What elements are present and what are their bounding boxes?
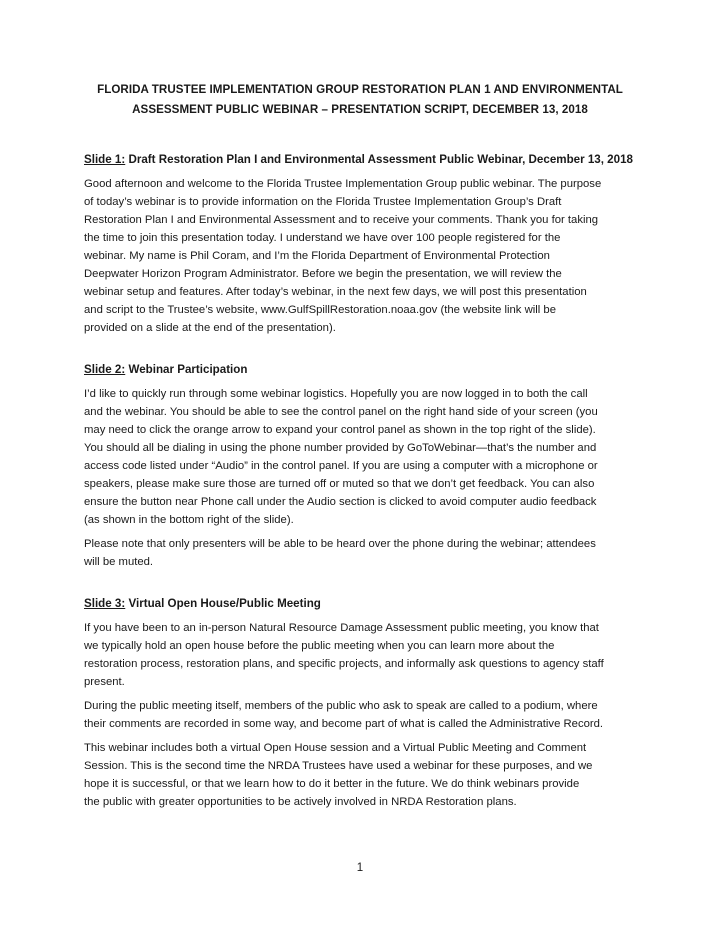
paragraph-line: During the public meeting itself, members of the public who ask to speak are called to a podium, where bbox=[84, 700, 598, 712]
paragraph-line: the time to join this presentation today. I understand we have over 100 people registered for the bbox=[84, 232, 561, 244]
paragraph-line: may need to click the orange arrow to expand your control panel as shown in the top right of the slide). bbox=[84, 424, 596, 436]
section-spacer bbox=[84, 571, 644, 595]
paragraph-line: webinar. My name is Phil Coram, and I’m the Florida Department of Environmental Protection bbox=[84, 250, 550, 262]
paragraph-line: provided on a slide at the end of the presentation). bbox=[84, 322, 336, 334]
paragraph-line: Session. This is the second time the NRDA Trustees have used a webinar for these purposes, and we bbox=[84, 760, 593, 772]
slide-section bbox=[84, 595, 644, 811]
section-heading-text: Webinar Participation bbox=[125, 363, 248, 376]
section-heading bbox=[84, 595, 644, 613]
paragraph-line: the public with greater opportunities to be actively involved in NRDA Restoration plans. bbox=[84, 796, 517, 808]
paragraph-line: If you have been to an in-person Natural Resource Damage Assessment public meeting, you know that bbox=[84, 622, 599, 634]
paragraph bbox=[84, 697, 644, 733]
paragraph bbox=[84, 175, 644, 337]
paragraph bbox=[84, 385, 644, 529]
paragraph-line: their comments are recorded in some way, and become part of what is called the Administrative Record. bbox=[84, 718, 604, 730]
document-body bbox=[84, 151, 644, 811]
slide-label: Slide 1: bbox=[84, 153, 126, 166]
paragraph-line: hope it is successful, or that we learn how to do it better in the future. We do think webinars provide bbox=[84, 778, 580, 790]
page-number: 1 bbox=[356, 862, 364, 874]
paragraph bbox=[84, 619, 644, 691]
paragraph-line: and the webinar. You should be able to see the control panel on the right hand side of your screen (you bbox=[84, 406, 598, 418]
paragraph-line: Good afternoon and welcome to the Florida Trustee Implementation Group public webinar. The purpose bbox=[84, 178, 602, 190]
section-heading-text: Draft Restoration Plan I and Environmental Assessment Public Webinar, December 13, 2018 bbox=[125, 153, 633, 166]
slide-label: Slide 3: bbox=[84, 597, 126, 610]
section-heading bbox=[84, 361, 644, 379]
paragraph-line: Deepwater Horizon Program Administrator. Before we begin the presentation, we will review the bbox=[84, 268, 562, 280]
paragraph-line: present. bbox=[84, 676, 125, 688]
paragraph-line: speakers, please make sure those are turned off or muted so that we don’t get feedback. You can also bbox=[84, 478, 595, 490]
paragraph-line: access code listed under “Audio” in the control panel. If you are using a computer with a microphone or bbox=[84, 460, 598, 472]
paragraph-line: You should all be dialing in using the phone number provided by GoToWebinar—that’s the number and bbox=[84, 442, 597, 454]
paragraph-line: will be muted. bbox=[84, 556, 154, 568]
paragraph-line: (as shown in the bottom right of the slide). bbox=[84, 514, 294, 526]
section-spacer bbox=[84, 337, 644, 361]
paragraph bbox=[84, 535, 644, 571]
title-line-2: ASSESSMENT PUBLIC WEBINAR – PRESENTATION SCRIPT, DECEMBER 13, 2018 bbox=[132, 103, 588, 116]
paragraph-line: Restoration Plan I and Environmental Assessment and to receive your comments. Thank you for taking bbox=[84, 214, 599, 226]
slide-section bbox=[84, 151, 644, 337]
document-title bbox=[60, 80, 660, 120]
paragraph-line: webinar setup and features. After today’s webinar, in the next few days, we will post this presentation bbox=[84, 286, 587, 298]
paragraph-line: and script to the Trustee’s website, www.GulfSpillRestoration.noaa.gov (the website link will be bbox=[84, 304, 556, 316]
paragraph-line: I’d like to quickly run through some webinar logistics. Hopefully you are now logged in to both the call bbox=[84, 388, 588, 400]
section-heading bbox=[84, 151, 644, 169]
slide-section bbox=[84, 361, 644, 571]
title-line-1: FLORIDA TRUSTEE IMPLEMENTATION GROUP RESTORATION PLAN 1 AND ENVIRONMENTAL bbox=[97, 83, 623, 96]
paragraph-line: of today’s webinar is to provide information on the Florida Trustee Implementation Group’s Draft bbox=[84, 196, 562, 208]
paragraph bbox=[84, 739, 644, 811]
section-heading-text: Virtual Open House/Public Meeting bbox=[125, 597, 321, 610]
paragraph-line: restoration process, restoration plans, and specific projects, and informally ask questions to agency staff bbox=[84, 658, 604, 670]
paragraph-line: This webinar includes both a virtual Open House session and a Virtual Public Meeting and Comment bbox=[84, 742, 587, 754]
slide-label: Slide 2: bbox=[84, 363, 126, 376]
paragraph-line: ensure the button near Phone call under the Audio section is clicked to avoid computer audio feedback bbox=[84, 496, 597, 508]
paragraph-line: Please note that only presenters will be able to be heard over the phone during the webinar; attendees bbox=[84, 538, 596, 550]
paragraph-line: we typically hold an open house before the public meeting when you can learn more about the bbox=[84, 640, 555, 652]
